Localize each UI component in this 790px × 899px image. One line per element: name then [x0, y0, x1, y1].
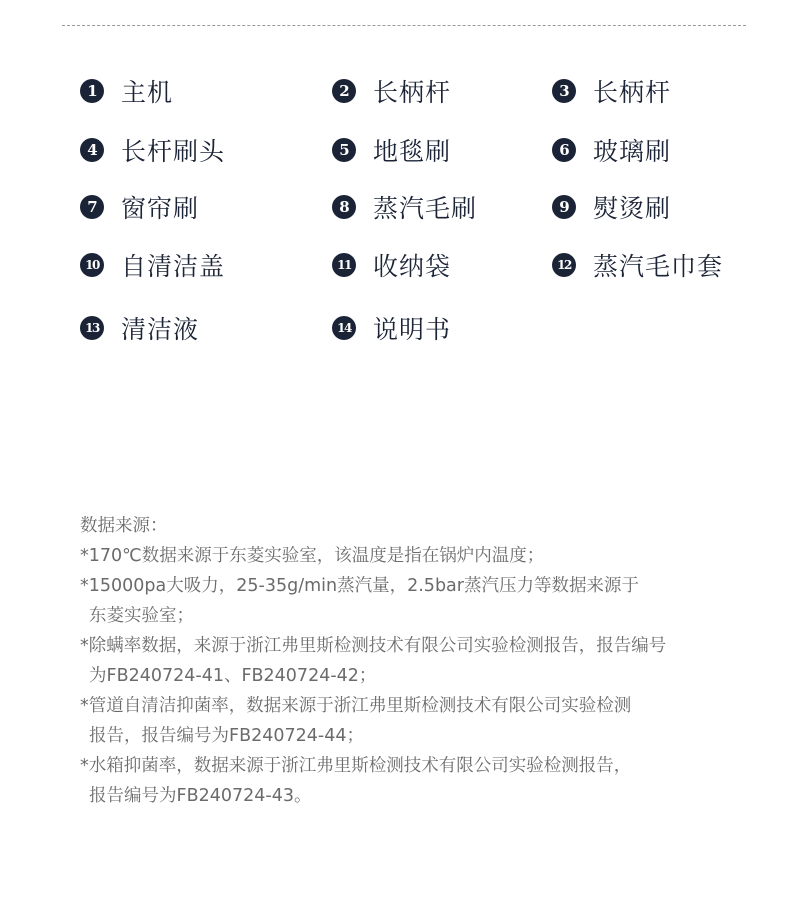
component-label-6: 玻璃刷: [593, 137, 672, 166]
component-label-4: 长杆刷头: [121, 137, 226, 166]
component-item-2: [332, 74, 451, 108]
component-label-3: 长柄杆: [593, 78, 672, 107]
number-badge-1: 1: [80, 79, 104, 103]
component-label-13: 清洁液: [121, 315, 200, 344]
note-line: *水箱抑菌率，数据来源于浙江弗里斯检测技术有限公司实验检测报告，: [80, 756, 632, 776]
component-item-3: [552, 74, 671, 108]
note-line: *管道自清洁抑菌率，数据来源于浙江弗里斯检测技术有限公司实验检测: [80, 696, 632, 716]
number-badge-13: 13: [80, 316, 104, 340]
component-item-12: [552, 248, 723, 282]
component-item-1: [80, 74, 173, 108]
number-badge-14: 14: [332, 316, 356, 340]
note-line: 东菱实验室；: [89, 606, 194, 626]
number-badge-5: 5: [332, 138, 356, 162]
number-badge-4: 4: [80, 138, 104, 162]
component-item-6: [552, 133, 671, 167]
component-label-8: 蒸汽毛刷: [373, 194, 478, 223]
component-label-10: 自清洁盖: [121, 252, 226, 281]
component-item-4: [80, 133, 225, 167]
component-label-11: 收纳袋: [373, 252, 452, 281]
component-item-10: [80, 248, 225, 282]
component-item-11: [332, 248, 451, 282]
dashed-divider: [62, 25, 746, 26]
number-badge-9: 9: [552, 195, 576, 219]
notes-heading: 数据来源：: [80, 516, 168, 536]
note-line: 报告，报告编号为FB240724-44；: [89, 726, 364, 746]
note-line: *170℃数据来源于东菱实验室，该温度是指在锅炉内温度；: [80, 546, 545, 566]
component-label-9: 熨烫刷: [593, 194, 672, 223]
number-badge-3: 3: [552, 79, 576, 103]
component-label-5: 地毯刷: [373, 137, 452, 166]
component-label-2: 长柄杆: [373, 78, 452, 107]
component-item-13: [80, 311, 199, 345]
number-badge-8: 8: [332, 195, 356, 219]
component-label-1: 主机: [121, 78, 174, 107]
component-item-8: [332, 190, 477, 224]
component-item-5: [332, 133, 451, 167]
number-badge-6: 6: [552, 138, 576, 162]
component-label-12: 蒸汽毛巾套: [593, 252, 724, 281]
component-label-7: 窗帘刷: [121, 194, 200, 223]
data-source-notes: [80, 511, 740, 811]
note-line: 为FB240724-41、FB240724-42；: [89, 666, 377, 686]
number-badge-11: 11: [332, 253, 356, 277]
component-item-9: [552, 190, 671, 224]
number-badge-12: 12: [552, 253, 576, 277]
component-item-7: [80, 190, 199, 224]
number-badge-2: 2: [332, 79, 356, 103]
note-line: *15000pa大吸力，25-35g/min蒸汽量，2.5bar蒸汽压力等数据来源于: [80, 576, 639, 596]
component-item-14: [332, 311, 451, 345]
number-badge-10: 10: [80, 253, 104, 277]
note-line: 报告编号为FB240724-43。: [89, 786, 312, 806]
note-line: *除螨率数据，来源于浙江弗里斯检测技术有限公司实验检测报告，报告编号: [80, 636, 667, 656]
component-label-14: 说明书: [373, 315, 452, 344]
number-badge-7: 7: [80, 195, 104, 219]
